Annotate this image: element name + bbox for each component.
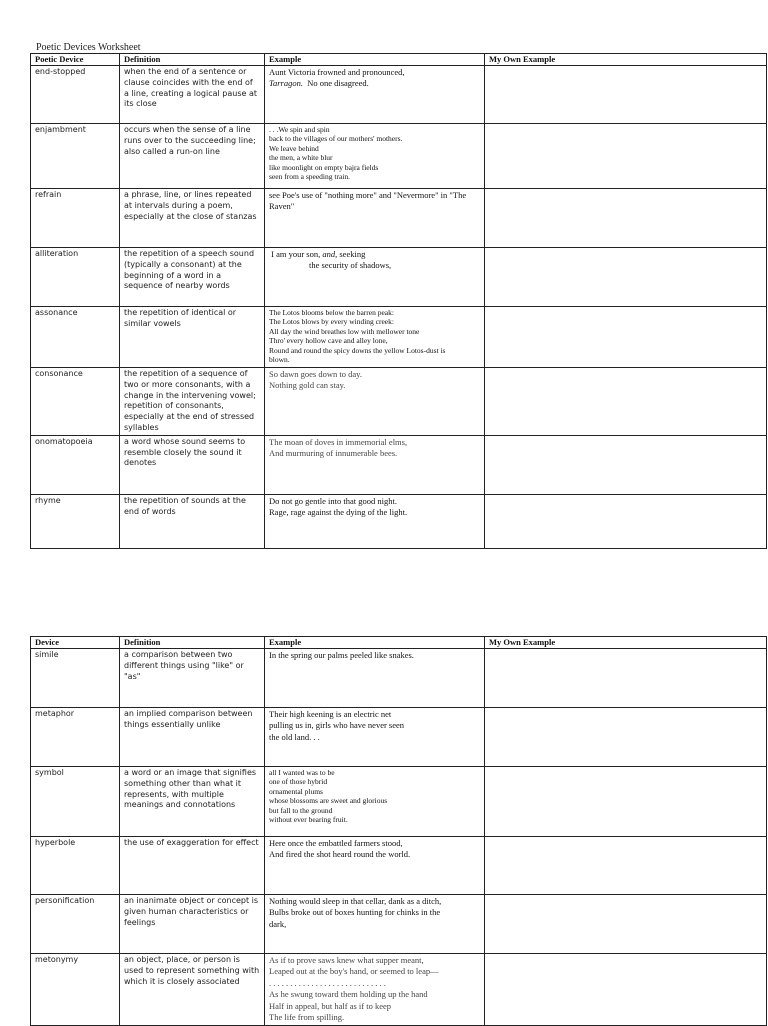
table-row	[31, 307, 767, 368]
table-row	[31, 494, 767, 548]
header-poetic-device: Poetic Device	[31, 54, 120, 66]
device-example: As if to prove saws knew what supper meant, Leaped out at the boy's hand, or seemed to leap— . . . . . . . . . . . . . . . . . . . . . . . . . . . . As he swung toward them holding up the hand Half in appeal, but half as if to keep The life from spilling.	[265, 954, 485, 1026]
header-device: Device	[31, 637, 120, 649]
table-row	[31, 189, 767, 248]
device-name: assonance	[31, 307, 120, 368]
device-example: I am your son, and, seeking the security of shadows,	[265, 248, 485, 307]
own-example-cell[interactable]	[485, 435, 767, 494]
device-name: simile	[31, 649, 120, 708]
own-example-cell[interactable]	[485, 767, 767, 837]
device-name: rhyme	[31, 494, 120, 548]
device-definition: a phrase, line, or lines repeated at intervals during a poem, especially at the close of stanzas	[120, 189, 265, 248]
device-name: personification	[31, 895, 120, 954]
device-example: So dawn goes down to day. Nothing gold can stay.	[265, 368, 485, 436]
device-name: onomatopoeia	[31, 435, 120, 494]
device-name: consonance	[31, 368, 120, 436]
device-name: hyperbole	[31, 837, 120, 895]
own-example-cell[interactable]	[485, 189, 767, 248]
device-name: end-stopped	[31, 66, 120, 124]
device-example: Their high keening is an electric net pulling us in, girls who have never seen the old land. . .	[265, 708, 485, 767]
device-definition: the repetition of a speech sound (typically a consonant) at the beginning of a word in a sequence of nearby words	[120, 248, 265, 307]
own-example-cell[interactable]	[485, 837, 767, 895]
own-example-cell[interactable]	[485, 124, 767, 189]
poetic-devices-table-1	[30, 53, 767, 549]
device-example: Here once the embattled farmers stood, And fired the shot heard round the world.	[265, 837, 485, 895]
own-example-cell[interactable]	[485, 895, 767, 954]
device-example: Nothing would sleep in that cellar, dank as a ditch, Bulbs broke out of boxes hunting for chinks in the dark,	[265, 895, 485, 954]
device-definition: the use of exaggeration for effect	[120, 837, 265, 895]
worksheet-title: Poetic Devices Worksheet	[36, 42, 141, 53]
device-definition: a word or an image that signifies something other than what it represents, with multiple meanings and connotations	[120, 767, 265, 837]
own-example-cell[interactable]	[485, 307, 767, 368]
device-example: Aunt Victoria frowned and pronounced, Tarragon. No one disagreed.	[265, 66, 485, 124]
device-definition: the repetition of a sequence of two or more consonants, with a change in the intervening vowel; repetition of consonants, especially at the end of stressed syllables	[120, 368, 265, 436]
table-row	[31, 895, 767, 954]
table-row	[31, 248, 767, 307]
table-header-row	[31, 54, 767, 66]
device-definition: an inanimate object or concept is given human characteristics or feelings	[120, 895, 265, 954]
device-definition: an object, place, or person is used to represent something with which it is closely associated	[120, 954, 265, 1026]
own-example-cell[interactable]	[485, 954, 767, 1026]
header-example: Example	[265, 54, 485, 66]
device-example: The moan of doves in immemorial elms, And murmuring of innumerable bees.	[265, 435, 485, 494]
table-row	[31, 767, 767, 837]
own-example-cell[interactable]	[485, 66, 767, 124]
own-example-cell[interactable]	[485, 649, 767, 708]
device-definition: a comparison between two different things using "like" or "as"	[120, 649, 265, 708]
header-own-example: My Own Example	[485, 54, 767, 66]
device-name: alliteration	[31, 248, 120, 307]
device-name: metaphor	[31, 708, 120, 767]
header-definition: Definition	[120, 637, 265, 649]
device-example: Do not go gentle into that good night. Rage, rage against the dying of the light.	[265, 494, 485, 548]
device-example: In the spring our palms peeled like snakes.	[265, 649, 485, 708]
table-row	[31, 66, 767, 124]
device-name: metonymy	[31, 954, 120, 1026]
table-row	[31, 368, 767, 436]
device-example: . . .We spin and spin back to the villages of our mothers' mothers. We leave behind the men, a white blur like moonlight on empty bajra fields seen from a speeding train.	[265, 124, 485, 189]
device-definition: the repetition of sounds at the end of words	[120, 494, 265, 548]
device-example: all I wanted was to be one of those hybrid ornamental plums whose blossoms are sweet and glorious but fall to the ground without ever bearing fruit.	[265, 767, 485, 837]
own-example-cell[interactable]	[485, 368, 767, 436]
header-example: Example	[265, 637, 485, 649]
table-row	[31, 708, 767, 767]
header-definition: Definition	[120, 54, 265, 66]
device-name: enjambment	[31, 124, 120, 189]
device-name: refrain	[31, 189, 120, 248]
device-definition: occurs when the sense of a line runs over to the succeeding line; also called a run-on line	[120, 124, 265, 189]
device-definition: when the end of a sentence or clause coincides with the end of a line, creating a logical pause at its close	[120, 66, 265, 124]
table-row	[31, 649, 767, 708]
own-example-cell[interactable]	[485, 708, 767, 767]
table-row	[31, 837, 767, 895]
table-header-row	[31, 637, 767, 649]
poetic-devices-table-2	[30, 636, 767, 1026]
header-own-example: My Own Example	[485, 637, 767, 649]
device-name: symbol	[31, 767, 120, 837]
device-example: see Poe's use of "nothing more" and "Nevermore" in "The Raven"	[265, 189, 485, 248]
table-row	[31, 954, 767, 1026]
own-example-cell[interactable]	[485, 494, 767, 548]
device-definition: an implied comparison between things essentially unlike	[120, 708, 265, 767]
device-definition: the repetition of identical or similar vowels	[120, 307, 265, 368]
device-definition: a word whose sound seems to resemble closely the sound it denotes	[120, 435, 265, 494]
table-row	[31, 435, 767, 494]
table-row	[31, 124, 767, 189]
own-example-cell[interactable]	[485, 248, 767, 307]
device-example: The Lotos blooms below the barren peak: The Lotos blows by every winding creek: All day the wind breathes low with mellower tone Thro' every hollow cave and alley lone, Round and round the spicy downs the yellow Lotos-dust is blown.	[265, 307, 485, 368]
